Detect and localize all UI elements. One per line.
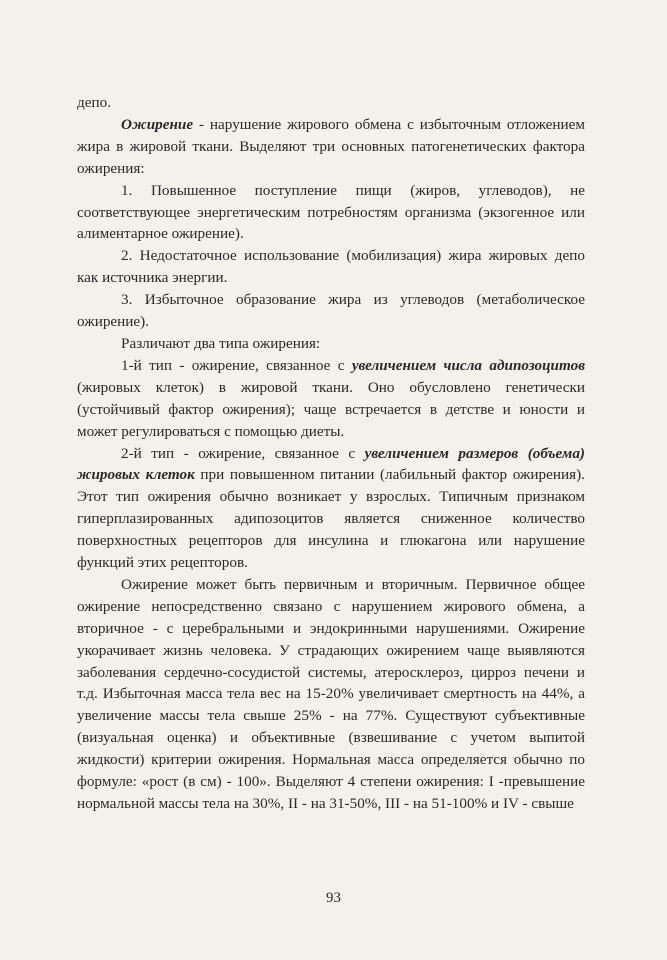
text-run: 1-й тип - ожирение, связанное с — [121, 356, 352, 374]
text-run: 2-й тип - ожирение, связанное с — [121, 444, 365, 462]
paragraph — [77, 574, 585, 815]
page-number: 93 — [326, 890, 341, 906]
text-run: - нарушение жирового обмена с избыточным отложением жира в жировой ткани. Выделяют три основных патогенетических фактора ожирения: — [77, 115, 585, 177]
text-run: (жировых клеток) в жировой ткани. Оно обусловлено генетически (устойчивый фактор ожирения); чаще встречается в детстве и юности и может регулироваться с помощью диеты. — [77, 378, 585, 440]
text-run: депо. — [77, 94, 111, 111]
body-text — [77, 92, 585, 815]
paragraph — [77, 245, 585, 289]
text-run: Ожирение может быть первичным и вторичным. Первичное общее ожирение непосредственно связано с нарушением жирового обмена, а вторичное - с церебральными и эндокринными нарушениями. Ожирение укорачивает жизнь человека. У страдающих ожирением чаще выявляются заболевания сердечно-сосудистой системы, атеросклероз, цирроз печени и т.д. Избыточная масса тела вес на 15-20% увеличивает смертность на 44%, а увеличение массы тела свыше 25% - на 77%. Существуют субъективные (визуальная оценка) и объективные (взвешивание с учетом выпитой жидкости) критерии ожирения. Нормальная масса определяется обычно по формуле: «рост (в см) - 100». Выделяют 4 степени ожирения: I -превышение нормальной массы тела на 30%, II - на 31-50%, III - на 51-100% и IV - свыше — [77, 575, 585, 812]
text-run: 1. Повышенное поступление пищи (жиров, углеводов), не соответствующее энергетическим потребностям организма (экзогенное или алиментарное ожирение). — [77, 181, 585, 243]
emphasized-term: Ожирение — [121, 115, 194, 133]
paragraph — [77, 180, 585, 246]
emphasized-term: увеличением числа адипозоцитов — [351, 356, 585, 374]
text-run: 2. Недостаточное использование (мобилизация) жира жировых депо как источника энергии. — [77, 247, 585, 287]
text-run: Различают два типа ожирения: — [121, 334, 321, 352]
paragraph — [77, 355, 585, 443]
paragraph — [77, 443, 585, 574]
emphasized-term: увеличением размеров (объема) жировых клеток — [77, 444, 585, 484]
paragraph — [77, 333, 585, 355]
text-run: 3. Избыточное образование жира из углеводов (метаболическое ожирение). — [77, 291, 585, 331]
text-run: при повышенном питании (лабильный фактор ожирения). Этот тип ожирения обычно возникает у взрослых. Типичным признаком гиперплазированных адипозоцитов является сниженное количество поверхностных рецепторов для инсулина и глюкагона или нарушение функций этих рецепторов. — [77, 466, 585, 572]
paragraph — [77, 92, 585, 114]
paragraph — [77, 114, 585, 180]
paragraph — [77, 289, 585, 333]
